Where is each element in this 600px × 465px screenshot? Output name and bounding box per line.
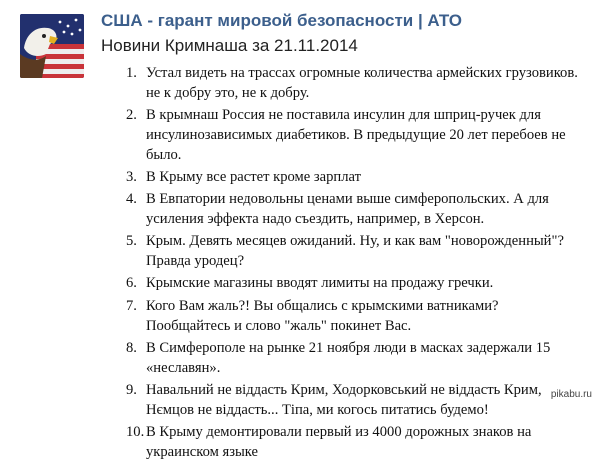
item-number: 6. [126, 275, 137, 292]
item-text: Кого Вам жаль?! Вы общались с крымскими ватниками? Пообщайтесь и слово "жаль" покинет Вас. [146, 297, 499, 334]
item-text: Крым. Девять месяцев ожиданий. Ну, и как вам "новорожденный"? Правда уродец? [146, 233, 564, 270]
watermark: pikabu.ru [550, 389, 592, 400]
news-list [126, 64, 586, 465]
list-item [126, 232, 586, 272]
item-text: Навальний не віддасть Крим, Ходорковський не віддасть Крим, Нємцов не віддасть... Тіпа, ми когось питатись будемо! [146, 381, 542, 418]
list-item [126, 423, 586, 463]
post-title: Новини Кримнаша за 21.11.2014 [101, 36, 358, 55]
group-title[interactable]: США - гарант мировой безопасности | АТО [101, 11, 463, 30]
item-number: 2. [126, 107, 137, 124]
item-number: 1. [126, 65, 137, 81]
list-item [126, 190, 586, 230]
item-text: В крымнаш Россия не поставила инсулин для шприц-ручек для инсулинозависимых диабетиков. В предыдущие 20 лет перебоев не было. [146, 107, 566, 163]
item-number: 8. [126, 339, 137, 356]
eagle-flag-icon [20, 14, 84, 78]
list-item [126, 339, 586, 379]
list-item [126, 381, 586, 421]
item-text: В Евпатории недовольны ценами выше симферопольских. А для усиления эффекта надо съездить, например, в Херсон. [146, 191, 549, 228]
item-number: 10. [126, 424, 145, 441]
list-item [126, 106, 586, 165]
item-number: 9. [126, 381, 137, 398]
group-avatar[interactable] [20, 14, 84, 78]
item-number: 4. [126, 191, 137, 208]
list-item [126, 168, 586, 188]
item-text: В Крыму демонтировали первый из 4000 дорожных знаков на украинском языке [146, 424, 532, 460]
item-text: Крымские магазины вводят лимиты на продажу гречки. [146, 275, 494, 292]
item-number: 5. [126, 233, 137, 250]
item-number: 7. [126, 297, 137, 314]
list-item [126, 64, 586, 104]
item-text: В Симферополе на рынке 21 ноября люди в масках задержали 15 «неславян». [146, 339, 551, 376]
item-number: 3. [126, 168, 137, 185]
item-text: В Крыму все растет кроме зарплат [146, 168, 361, 185]
item-text: Устал видеть на трассах огромные количества армейских грузовиков. не к добру это, не к добру. [146, 65, 578, 101]
list-item [126, 297, 586, 337]
list-item [126, 274, 586, 294]
